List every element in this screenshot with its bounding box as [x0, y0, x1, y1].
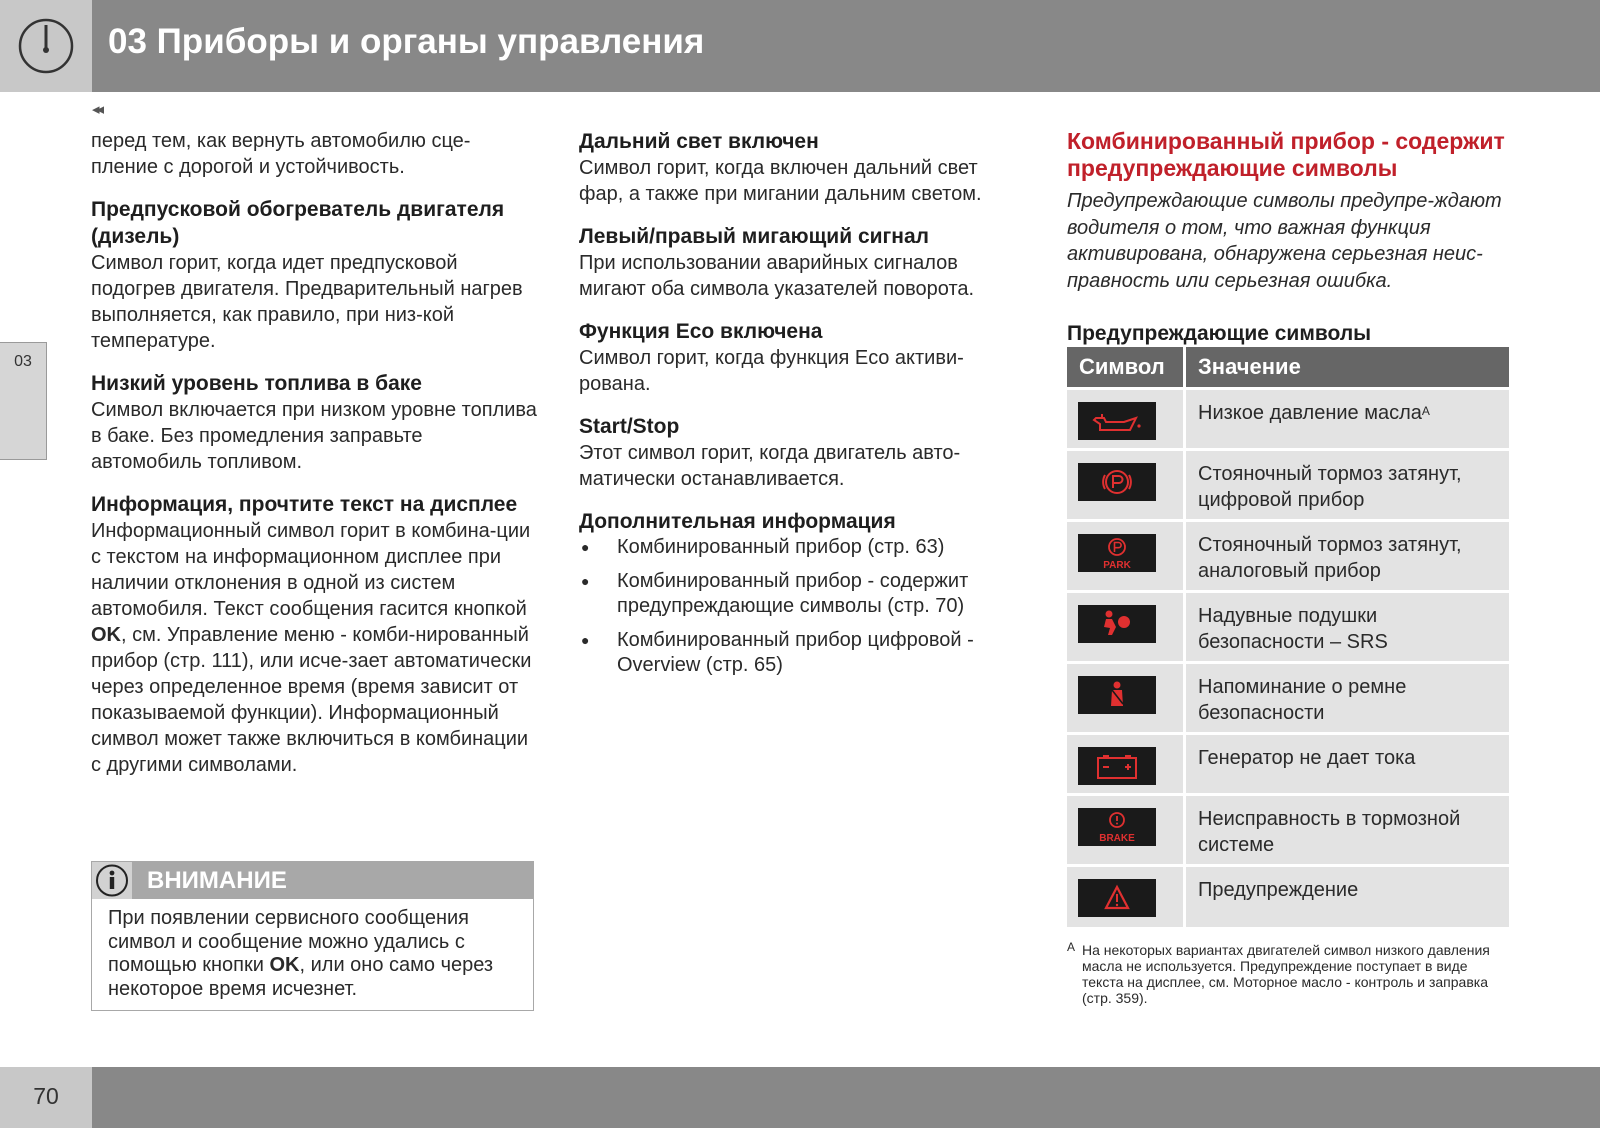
section-heading: Дальний свет включен	[579, 130, 819, 153]
section-high-beam	[579, 128, 1019, 207]
more-info-link[interactable]: ● Комбинированный прибор цифровой - Overview (стр. 65)	[579, 628, 1019, 678]
table-row	[1067, 867, 1509, 927]
meaning-text: Низкое давление масла	[1198, 402, 1422, 424]
column-right	[1067, 128, 1509, 1006]
meaning-cell: Неисправность в тормозной системе	[1186, 796, 1509, 864]
section-more-info	[579, 508, 1019, 678]
section-start-stop	[579, 413, 1019, 492]
info-icon	[92, 862, 132, 899]
section-preheater	[91, 196, 537, 354]
column-left	[91, 128, 537, 794]
airbag-icon	[1078, 605, 1156, 643]
section-heading: Дополнительная информация	[579, 510, 896, 533]
gauge-icon	[0, 0, 92, 92]
warning-intro: Предупреждающие символы предупре-ждают водителя о том, что важная функция активирована, обнаружена серьезная неис-правность или серьезная ошибка.	[1067, 190, 1502, 292]
brake-icon	[1078, 808, 1156, 846]
symbol-cell	[1067, 522, 1186, 590]
chapter-icon-box	[0, 0, 92, 92]
chapter-side-tab-label: 03	[14, 353, 32, 370]
meaning-cell: Генератор не дает тока	[1186, 735, 1509, 793]
attention-text-after: , или оно само через некоторое время исчезнет.	[108, 954, 494, 1000]
info-text-before: Информационный символ горит в комбина-ции с текстом на информационном дисплее при наличии отклонения в одной из систем автомобиля. Текст сообщения гасится кнопкой	[91, 520, 531, 620]
page-footer	[0, 1067, 1600, 1128]
table-row	[1067, 593, 1509, 661]
oil-can-icon	[1078, 402, 1156, 440]
section-heading: Предпусковой обогреватель двигателя (дизель)	[91, 198, 505, 248]
attention-text	[92, 899, 533, 1009]
symbol-cell	[1067, 735, 1186, 793]
symbol-cell	[1067, 593, 1186, 661]
more-info-link[interactable]: ● Комбинированный прибор - содержит предупреждающие символы (стр. 70)	[579, 569, 1019, 619]
table-heading: Предупреждающие символы	[1067, 322, 1372, 345]
parking-brake-park-icon	[1078, 534, 1156, 572]
warning-triangle-icon	[1078, 879, 1156, 917]
section-text: Символ включается при низком уровне топлива в баке. Без промедления заправьте автомобиль топливом.	[91, 399, 537, 473]
attention-title: ВНИМАНИЕ	[147, 867, 287, 894]
info-text-after: , см. Управление меню - комби-нированный прибор (стр. 111), или исче-зает автоматически через определенное время (время зависит от показываемой функции). Информационный символ может также включиться в комбинации с другими символами.	[91, 624, 532, 776]
column-header-meaning: Значение	[1186, 347, 1509, 387]
park-icon-label: PARK	[1103, 560, 1131, 571]
attention-header	[92, 862, 533, 899]
table-row	[1067, 390, 1509, 448]
meaning-cell: Предупреждение	[1186, 867, 1509, 927]
meaning-cell: Надувные подушки безопасности – SRS	[1186, 593, 1509, 661]
footnote-text: На некоторых вариантах двигателей символ низкого давления масла не используется. Предупреждение поступает в виде текста на дисплее, см. Моторное масло - контроль и заправка (стр. 359).	[1082, 942, 1490, 1006]
table-row	[1067, 451, 1509, 519]
section-text	[91, 518, 537, 778]
table-row	[1067, 796, 1509, 864]
column-middle	[579, 128, 1019, 687]
symbol-cell	[1067, 867, 1186, 927]
chapter-side-tab[interactable]	[0, 342, 47, 460]
section-turn-signal	[579, 223, 1019, 302]
more-info-link[interactable]: ● Комбинированный прибор (стр. 63)	[579, 535, 1019, 560]
table-header-row	[1067, 347, 1509, 387]
page-header	[0, 0, 1600, 92]
section-heading: Функция Eco включена	[579, 320, 823, 343]
footnote-mark: A	[1067, 940, 1076, 954]
table-row	[1067, 735, 1509, 793]
section-eco	[579, 318, 1019, 397]
symbol-cell	[1067, 390, 1186, 448]
footnote	[1067, 942, 1509, 1006]
page-number-box	[0, 1067, 92, 1128]
symbol-cell	[1067, 451, 1186, 519]
attention-box	[91, 861, 534, 1011]
more-info-list	[579, 535, 1019, 678]
symbol-cell	[1067, 796, 1186, 864]
column-header-symbol: Символ	[1067, 347, 1186, 387]
section-heading: Низкий уровень топлива в баке	[91, 372, 422, 395]
attention-icon-box	[92, 862, 132, 899]
warning-section-title: Комбинированный прибор - содержит предупреждающие символы	[1067, 128, 1505, 181]
table-row	[1067, 664, 1509, 732]
section-heading: Левый/правый мигающий сигнал	[579, 225, 929, 248]
section-text: Символ горит, когда идет предпусковой подогрев двигателя. Предварительный нагрев выполняется, как правило, при низ-кой температуре.	[91, 252, 523, 352]
meaning-cell	[1186, 390, 1509, 448]
warning-symbols-table	[1067, 344, 1509, 930]
section-information	[91, 491, 537, 778]
section-low-fuel	[91, 370, 537, 475]
previous-page-link[interactable]: ◂◂	[92, 101, 102, 118]
section-text: При использовании аварийных сигналов мигают оба символа указателей поворота.	[579, 252, 975, 300]
page-number: 70	[33, 1083, 59, 1109]
meaning-cell: Стояночный тормоз затянут, аналоговый прибор	[1186, 522, 1509, 590]
seatbelt-icon	[1078, 676, 1156, 714]
meaning-cell: Напоминание о ремне безопасности	[1186, 664, 1509, 732]
footnote-ref[interactable]: A	[1421, 404, 1430, 418]
brake-icon-label: BRAKE	[1099, 833, 1135, 844]
meaning-cell: Стояночный тормоз затянут, цифровой прибор	[1186, 451, 1509, 519]
section-text: Символ горит, когда функция Eco активи-рована.	[579, 347, 964, 395]
ok-button-label: OK	[91, 624, 121, 646]
page-title: 03 Приборы и органы управления	[108, 22, 705, 61]
battery-icon	[1078, 747, 1156, 785]
symbol-cell	[1067, 664, 1186, 732]
parking-brake-icon	[1078, 463, 1156, 501]
section-heading: Start/Stop	[579, 415, 680, 438]
section-heading: Информация, прочтите текст на дисплее	[91, 493, 518, 516]
intro-paragraph: перед тем, как вернуть автомобилю сце-пление с дорогой и устойчивость.	[91, 130, 471, 178]
table-row	[1067, 522, 1509, 590]
section-text: Символ горит, когда включен дальний свет фар, а также при мигании дальним светом.	[579, 157, 982, 205]
section-text: Этот символ горит, когда двигатель авто-матически останавливается.	[579, 442, 961, 490]
attention-text-before: При появлении сервисного сообщения символ и сообщение можно удались с помощью кнопки	[108, 907, 469, 976]
ok-button-label: OK	[269, 954, 300, 976]
